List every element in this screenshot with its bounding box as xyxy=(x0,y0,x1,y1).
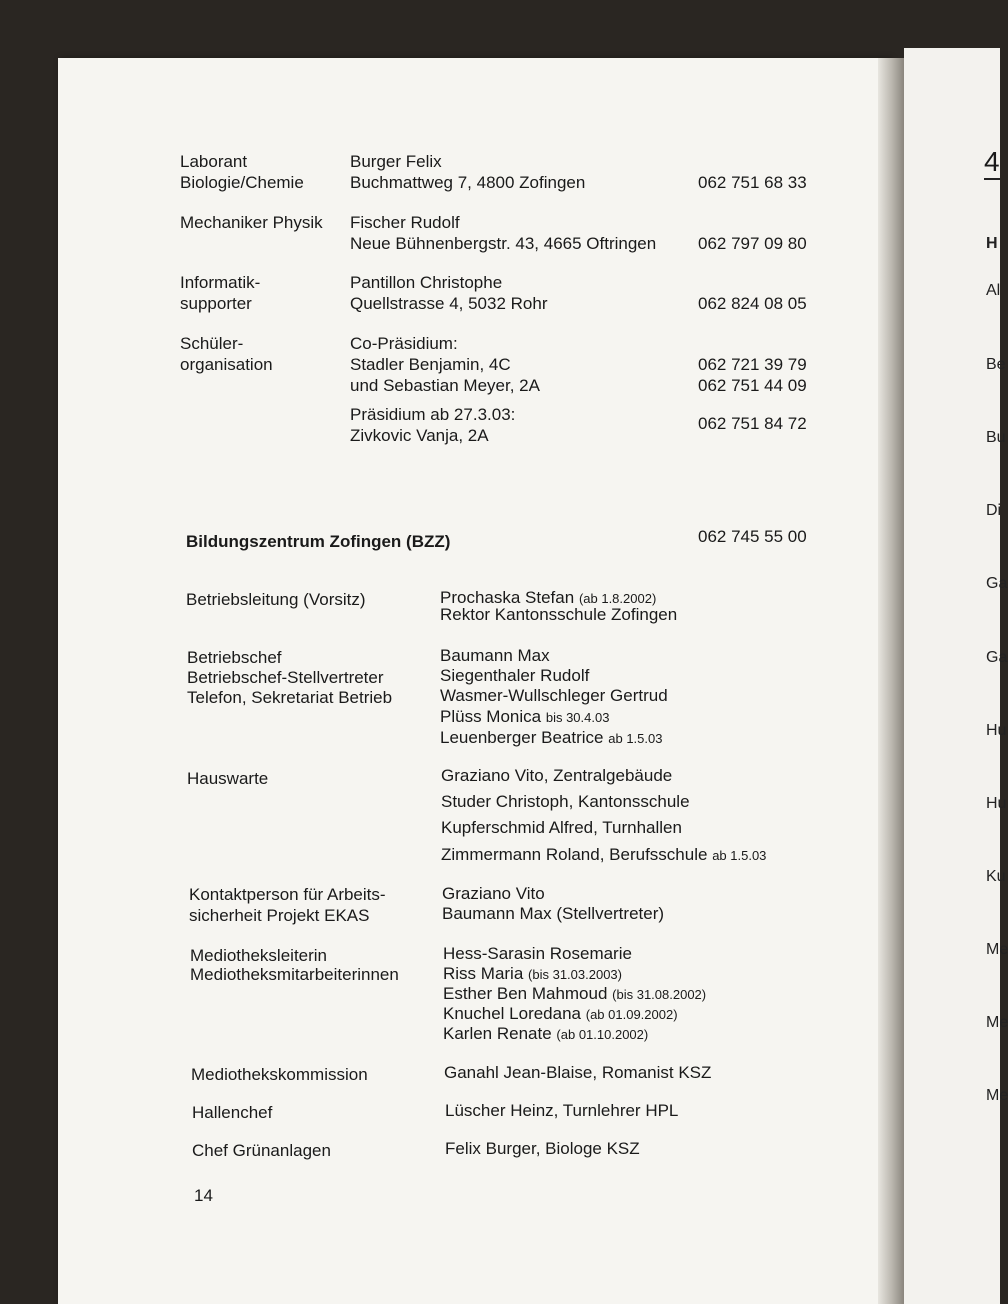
role-hallenchef: Hallenchef xyxy=(192,1103,273,1122)
name-benmahmoud: Esther Ben Mahmoud (bis 31.08.2002) xyxy=(443,984,707,1003)
role-hauswarte: Hauswarte xyxy=(187,769,269,788)
name-hess: Hess-Sarasin Rosemarie xyxy=(443,944,632,963)
next-page-fragment: Be xyxy=(986,356,1006,373)
name-siegenthaler: Siegenthaler Rudolf xyxy=(440,666,590,685)
role-gruenanlagen: Chef Grünanlagen xyxy=(192,1141,331,1160)
next-page-fragment: Hu xyxy=(986,795,1007,812)
next-page-fragment: Ga xyxy=(986,649,1008,666)
name-karlen: Karlen Renate (ab 01.10.2002) xyxy=(443,1024,649,1043)
role-betriebschef: Betriebschef xyxy=(187,648,282,667)
next-page-fragment: Di xyxy=(986,502,1002,519)
book-gutter xyxy=(878,58,904,1304)
next-page-fragment: H xyxy=(986,235,998,252)
bzz-heading: Bildungszentrum Zofingen (BZZ) xyxy=(186,532,451,551)
name-prochaska: Prochaska Stefan (ab 1.8.2002) xyxy=(440,588,657,607)
name-mechaniker: Fischer Rudolf xyxy=(350,213,460,232)
next-page-rule xyxy=(984,178,1000,180)
role-betriebschef-stv: Betriebschef-Stellvertreter xyxy=(187,668,384,687)
schueler-copraesidium: Co-Präsidium: xyxy=(350,334,458,353)
role-kommission: Mediothekskommission xyxy=(191,1065,368,1084)
name-wasmer: Wasmer-Wullschleger Gertrud xyxy=(440,686,668,705)
phone-informatik: 062 824 08 05 xyxy=(698,294,807,313)
note-riss: (bis 31.03.2003) xyxy=(528,967,622,982)
schueler-praesidium: Präsidium ab 27.3.03: xyxy=(350,405,516,424)
name-knuchel: Knuchel Loredana (ab 01.09.2002) xyxy=(443,1004,678,1023)
role-laborant: Laborant xyxy=(180,152,248,171)
next-page-fragment: Me xyxy=(986,1014,1008,1031)
role-sekretariat: Telefon, Sekretariat Betrieb xyxy=(187,688,393,707)
name-kupferschmid: Kupferschmid Alfred, Turnhallen xyxy=(441,818,682,837)
note-prochaska: (ab 1.8.2002) xyxy=(578,591,657,606)
phone-zivkovic: 062 751 84 72 xyxy=(698,414,807,433)
role-mechaniker: Mechaniker Physik xyxy=(180,213,323,232)
role-informatik: Informatik- xyxy=(180,273,261,292)
next-page-fragment: Ga xyxy=(986,575,1008,592)
schueler-name-meyer: und Sebastian Meyer, 2A xyxy=(350,376,540,395)
role-schueler: Schüler- xyxy=(180,334,244,353)
name-leuenberger: Leuenberger Beatrice ab 1.5.03 xyxy=(440,728,663,747)
note-zimmermann: ab 1.5.03 xyxy=(712,848,767,863)
next-page-fragment: Bu xyxy=(986,429,1006,446)
note-knuchel: (ab 01.09.2002) xyxy=(585,1007,678,1022)
phone-laborant: 062 751 68 33 xyxy=(698,173,807,192)
title-rektor: Rektor Kantonsschule Zofingen xyxy=(440,605,678,624)
role-ekas-2: sicherheit Projekt EKAS xyxy=(189,906,370,925)
name-zimmermann: Zimmermann Roland, Berufsschule ab 1.5.03 xyxy=(441,845,767,864)
name-burger: Felix Burger, Biologe KSZ xyxy=(445,1139,640,1158)
phone-meyer: 062 751 44 09 xyxy=(698,376,807,395)
role-ekas: Kontaktperson für Arbeits- xyxy=(189,885,386,904)
name-ekas-baumann: Baumann Max (Stellvertreter) xyxy=(442,904,665,923)
role-mediotheksleiterin: Mediotheksleiterin xyxy=(190,946,328,965)
name-baumann: Baumann Max xyxy=(440,646,550,665)
phone-mechaniker: 062 797 09 80 xyxy=(698,234,807,253)
role-mediotheksmitarbeiterinnen: Mediotheksmitarbeiterinnen xyxy=(190,965,399,984)
name-informatik: Pantillon Christophe xyxy=(350,273,503,292)
next-page-fragment: Al xyxy=(986,282,1001,299)
name-graziano: Graziano Vito, Zentralgebäude xyxy=(441,766,673,785)
next-page-fragment: Me xyxy=(986,1087,1008,1104)
page-number: 14 xyxy=(194,1186,213,1205)
next-page-number-fragment: 4 xyxy=(984,146,1000,177)
address-mechaniker: Neue Bühnenbergstr. 43, 4665 Oftringen xyxy=(350,234,657,253)
phone-stadler: 062 721 39 79 xyxy=(698,355,807,374)
next-page-fragment: Ku xyxy=(986,868,1006,885)
name-luescher: Lüscher Heinz, Turnlehrer HPL xyxy=(445,1101,679,1120)
name-pluess: Plüss Monica bis 30.4.03 xyxy=(440,707,610,726)
address-informatik: Quellstrasse 4, 5032 Rohr xyxy=(350,294,548,313)
schueler-name-zivkovic: Zivkovic Vanja, 2A xyxy=(350,426,489,445)
schueler-name-stadler: Stadler Benjamin, 4C xyxy=(350,355,511,374)
next-page-fragment: Hu xyxy=(986,722,1007,739)
note-leuenberger: ab 1.5.03 xyxy=(608,731,663,746)
role-laborant-dept: Biologie/Chemie xyxy=(180,173,304,192)
note-benmahmoud: (bis 31.08.2002) xyxy=(612,987,707,1002)
note-karlen: (ab 01.10.2002) xyxy=(556,1027,649,1042)
next-page-fragment: Me xyxy=(986,941,1008,958)
phone-bzz: 062 745 55 00 xyxy=(698,527,807,546)
address-laborant: Buchmattweg 7, 4800 Zofingen xyxy=(350,173,586,192)
role-betriebsleitung: Betriebsleitung (Vorsitz) xyxy=(186,590,366,609)
name-riss: Riss Maria (bis 31.03.2003) xyxy=(443,964,622,983)
name-laborant: Burger Felix xyxy=(350,152,442,171)
name-studer: Studer Christoph, Kantonsschule xyxy=(441,792,690,811)
name-ganahl: Ganahl Jean-Blaise, Romanist KSZ xyxy=(444,1063,712,1082)
name-ekas-graziano: Graziano Vito xyxy=(442,884,545,903)
note-pluess: bis 30.4.03 xyxy=(545,710,610,725)
role-informatik-2: supporter xyxy=(180,294,252,313)
role-schueler-2: organisation xyxy=(180,355,273,374)
